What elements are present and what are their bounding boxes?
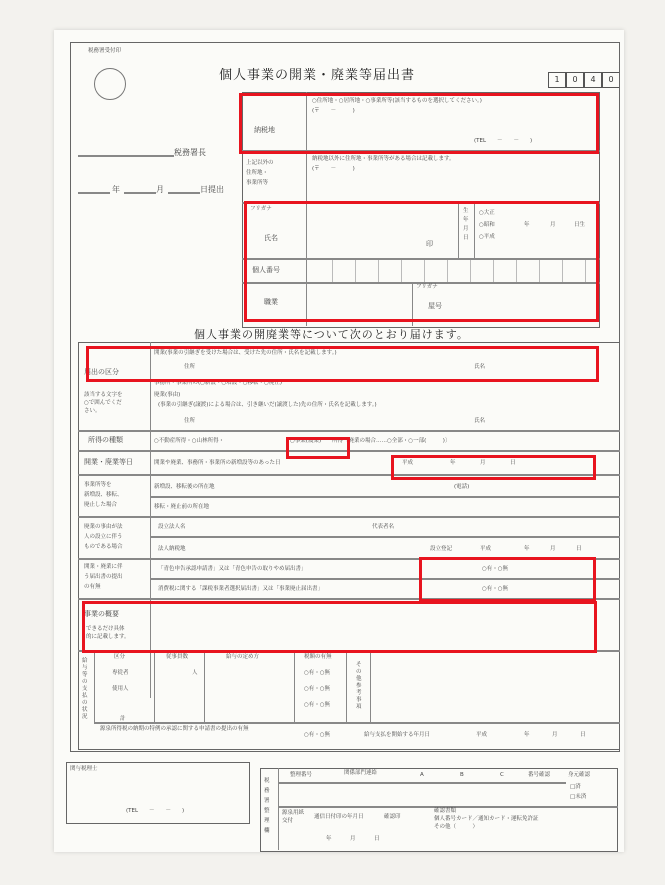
summary-note-1: できるだけ具体 [86,626,125,632]
era-taisho[interactable]: ○大正 [479,210,495,216]
row-label-koufu: 交付 [282,818,294,824]
era-showa[interactable]: ○昭和 [479,222,495,228]
tax-office-suffix: 税務署長 [174,148,206,157]
salary-col-category: 区分 [114,654,126,660]
other-address-note: 納税地以外に住所地・事業所等がある場合は記載します。 [312,156,455,162]
preparer-label: 関与税理士 [70,766,98,772]
seal-mark: 印 [426,240,433,248]
highlight-nozeichi [239,93,599,154]
col-c: C [500,772,504,778]
id-doc: 身元確認 [568,772,591,778]
form-code-3: 4 [584,72,602,88]
other-address-postal[interactable]: (〒 － ) [312,166,355,172]
highlight-date [391,455,596,480]
salary-row-total: 計 [120,716,126,722]
mynumber-label: 個人番号 [252,266,280,274]
footer-year: 年 [326,836,332,842]
id-doc-done[interactable]: □済 [570,784,581,790]
reason-note-3: さい。 [84,408,101,414]
birth-year-unit: 年 [524,222,530,228]
statement-text: 個人事業の開廃業等について次のとおり届けます。 [194,328,469,341]
col-b: B [460,772,464,778]
form-code-2: 0 [566,72,584,88]
salary-tax-1[interactable]: ○有・○無 [304,670,331,676]
salary-col-method: 給与の定め方 [226,654,260,660]
highlight-reason [86,346,599,382]
highlight-personal-info [244,201,599,322]
other-address-label-2: 住所地・ [246,170,269,176]
salary-unit: 人 [192,670,198,676]
reason-haigyou-address: 住所 [184,418,196,424]
date-era: 平成 [402,460,414,466]
reason-note-1: 該当する文字を [84,392,123,398]
office-use-5: 理 [264,818,270,824]
app-blue-yesno[interactable]: ○有・○無 [482,566,509,572]
summary-note-2: 的に記載します。 [86,634,130,640]
yago-furigana: フリガナ [416,284,438,290]
app-label-1: 開業・廃業に伴 [84,564,123,570]
corp-era: 平成 [480,546,492,552]
birth-day-unit: 日生 [574,222,586,228]
office-use-4: 整 [264,808,270,814]
form-title: 個人事業の開業・廃業等届出書 [219,68,416,83]
office-new: 新増設、移転後の所在地 [154,484,215,490]
salary-label: 給与等の支払の状況 [82,658,88,720]
doc-label: 確認書類 [434,808,457,814]
corp-label-1: 廃業の事由が法 [84,524,123,530]
salary-col-tax: 税額の有無 [304,654,332,660]
birth-label-2: 年 [463,217,469,223]
nozeichi-tel[interactable]: (TEL － － ) [474,138,533,144]
pay-start-label: 給与支払を開始する年月日 [364,732,431,738]
form-code-1: 1 [548,72,566,88]
col-seiri: 整理番号 [290,772,313,778]
occupation-label: 職業 [264,298,278,306]
birth-month-unit: 月 [550,222,556,228]
pay-era: 平成 [476,732,488,738]
app-blue: 「青色申告承認申請書」又は「青色申告の取りやめ届出書」 [158,566,307,572]
col-renraku: 関係部門連絡 [344,770,378,776]
corp-label-2: 人の設立に伴う [84,534,123,540]
other-address-label-1: 上記以外の [246,160,274,166]
corp-place: 法人納税地 [158,546,186,552]
corp-reg: 設立登記 [430,546,453,552]
birth-label-1: 生 [463,208,469,214]
reason-haigyou-name: 氏名 [474,418,486,424]
corp-rep: 代表者名 [372,524,395,530]
reason-haigyou-note: (事業の引継ぎ(譲渡)による場合は、引き継いだ(譲渡した)先の住所・氏名を記載します。) [158,402,377,408]
footer-month: 月 [350,836,356,842]
reason-haigyou[interactable]: 廃業(事由) [154,392,181,398]
salary-row-family: 専従者 [112,670,129,676]
birth-label-3: 月 [463,226,469,232]
furigana-label: フリガナ [250,206,272,212]
income-business-suffix: 所得〔廃業の場合……○全部・○一部( )〕 [332,438,451,444]
date-unit-year: 年 [450,460,456,466]
office-label-3: 廃止した場合 [84,502,118,508]
date-month: 月 [156,185,164,194]
corp-label-3: ものである場合 [84,544,123,550]
form-code-4: 0 [602,72,620,88]
corp-unit-month: 月 [550,546,556,552]
pay-unit-day: 日 [580,732,586,738]
date-unit-month: 月 [480,460,486,466]
highlight-applications [419,557,596,602]
doc-list-2: その他（ ） [434,824,479,830]
reason-kaigyou[interactable]: 開業(事業の引継ぎを受けた場合は、受けた先の住所・氏名を記載します。) [154,350,337,356]
col-a: A [420,772,424,778]
salary-row-employee: 使用人 [112,686,129,692]
preparer-tel: (TEL － － ) [126,808,185,814]
row-label-gensen: 源泉用紙 [282,810,305,816]
yago-label: 屋号 [428,302,442,310]
special-yesno[interactable]: ○有・○無 [304,732,331,738]
id-doc-notdone[interactable]: □未済 [570,794,587,800]
date-label: 開業・廃業等日 [84,458,133,466]
stamp-label: 税務署受付印 [88,48,122,54]
reason-note-2: ○で囲んでくだ [84,400,122,406]
salary-tax-2[interactable]: ○有・○無 [304,686,331,692]
office-use-3: 署 [264,798,270,804]
id-check: 番号確認 [528,772,551,778]
nozeichi-options[interactable]: ○住所地・○居所地・○事業所等(該当するものを選択してください。) [312,98,482,104]
office-use-6: 欄 [264,828,270,834]
era-heisei[interactable]: ○平成 [479,234,495,240]
nozeichi-postal[interactable]: (〒 － ) [312,108,355,114]
app-label-2: う届出書の提出 [84,574,123,580]
name-label: 氏名 [264,234,278,242]
other-address-label-3: 事業所等 [246,180,269,186]
salary-tax-3[interactable]: ○有・○無 [304,702,331,708]
reason-label: 届出の区分 [84,368,119,376]
row-label-date: 通信日付印の年月日 [314,814,364,820]
footer-day: 日 [374,836,380,842]
corp-unit-year: 年 [524,546,530,552]
summary-label: 事業の概要 [84,610,119,618]
date-year: 年 [112,185,120,194]
highlight-summary [82,601,597,653]
date-unit-day: 日 [510,460,516,466]
office-use-1: 税 [264,778,270,784]
other-items-label: その他参考事項 [356,662,362,710]
income-options[interactable]: ○不動産所得・○山林所得・ [154,438,225,444]
reason-address-label: 住所 [184,364,196,370]
office-label-2: 新増設、移転、 [84,492,123,498]
doc-list-1: 個人番号カード／通知カード・運転免許証 [434,816,539,822]
app-tax: 消費税に関する「課税事業者選択届出書」又は「事業廃止届出書」 [158,586,324,592]
office-use-2: 務 [264,788,270,794]
app-label-3: の有無 [84,584,101,590]
income-business[interactable]: ○事業(農業) [290,438,322,444]
corp-name: 設立法人名 [158,524,186,530]
birth-label-4: 日 [463,235,469,241]
row-label-confirm: 確認印 [384,814,401,820]
pay-unit-year: 年 [524,732,530,738]
office-phone: (電話) [454,484,470,490]
reason-office[interactable]: 事務所・事業所の(○新設・○増設・○移転・○廃止) [154,380,282,386]
reason-name-label: 氏名 [474,364,486,370]
app-tax-yesno[interactable]: ○有・○無 [482,586,509,592]
income-label: 所得の種類 [88,436,123,444]
office-label-1: 事業所等を [84,482,112,488]
date-text: 開業や廃業、事務所・事業所の新増設等のあった日 [154,460,281,466]
nozeichi-label: 納税地 [254,126,275,134]
corp-unit-day: 日 [576,546,582,552]
pay-unit-month: 月 [552,732,558,738]
special-label: 源泉所得税の納期の特例の承認に関する申請書の提出の有無 [100,726,249,732]
date-submitted: 日提出 [200,185,224,194]
office-old: 移転・廃止前の所在地 [154,504,210,510]
highlight-income-business [286,437,350,459]
salary-col-staff: 従事員数 [166,654,189,660]
